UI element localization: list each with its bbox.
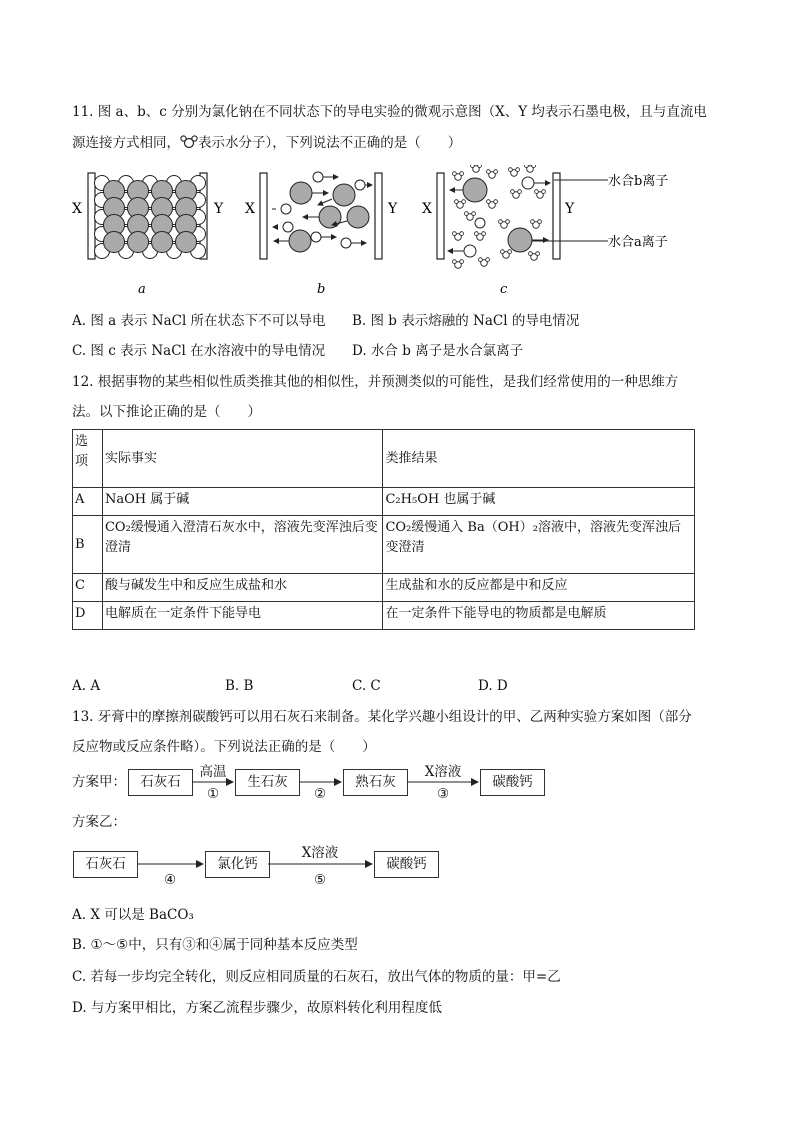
- panel-c-label: c: [500, 282, 508, 297]
- row-a-option: A: [73, 488, 103, 516]
- panel-a-label: a: [138, 282, 146, 297]
- plan-jia-label: 方案甲：: [72, 774, 126, 790]
- jia-step-2: ②: [313, 786, 327, 802]
- jia-condition-1: 高温: [199, 764, 227, 780]
- q11-option-c[interactable]: C. 图 c 表示 NaCl 在水溶液中的导电情况: [72, 343, 326, 359]
- yi-condition-5: X溶液: [301, 845, 339, 861]
- row-a-result: C₂H₅OH 也属于碱: [383, 488, 695, 516]
- q12-option-a[interactable]: A. A: [72, 678, 101, 694]
- header-fact: 实际事实: [102, 430, 383, 488]
- jia-box-slaked-lime: 熟石灰: [343, 769, 408, 796]
- q13-option-c[interactable]: C. 若每一步均完全转化，则反应相同质量的石灰石，放出气体的物质的量：甲=乙: [72, 969, 561, 985]
- jia-box-calcium-carbonate: 碳酸钙: [480, 769, 545, 796]
- q12-option-d[interactable]: D. D: [478, 678, 508, 694]
- q13-option-b[interactable]: B. ①～⑤中，只有③和④属于同种基本反应类型: [72, 937, 358, 953]
- row-d-option: D: [73, 602, 103, 630]
- jia-condition-3: X溶液: [424, 764, 462, 780]
- row-c-result: 生成盐和水的反应都是中和反应: [383, 574, 695, 602]
- yi-step-5: ⑤: [313, 872, 327, 888]
- panel-b-label: b: [317, 282, 326, 297]
- q12-stem-line1: 12. 根据事物的某些相似性质类推其他的相似性，并预测类似的可能性，是我们经常使用的一种思维方: [72, 374, 679, 390]
- q13-stem-line2: 反应物或反应条件略）。下列说法正确的是（ ）: [72, 739, 376, 755]
- q13-option-a[interactable]: A. X 可以是 BaCO₃: [72, 907, 194, 923]
- panel-a-x-label: X: [72, 201, 82, 217]
- header-result: 类推结果: [383, 430, 695, 488]
- row-c-fact: 酸与碱发生中和反应生成盐和水: [102, 574, 383, 602]
- q11-option-d[interactable]: D. 水合 b 离子是水合氯离子: [352, 343, 524, 359]
- row-b-fact: CO₂缓慢通入澄清石灰水中，溶液先变浑浊后变澄清: [102, 516, 383, 574]
- row-a-fact: NaOH 属于碱: [102, 488, 383, 516]
- panel-a-y-label: Y: [214, 201, 224, 217]
- q11-stem-line1: 11. 图 a、b、c 分别为氯化钠在不同状态下的导电实验的微观示意图（X、Y 均表示石墨电极，且与直流电: [72, 104, 707, 120]
- q11-stem-line2-post: 表示水分子），下列说法不正确的是（ ）: [198, 135, 462, 151]
- jia-step-1: ①: [206, 786, 220, 802]
- panel-b-y-label: Y: [388, 201, 398, 217]
- yi-step-4: ④: [163, 872, 177, 888]
- hydrated-a-label: 水合a离子: [608, 235, 668, 250]
- row-b-option: B: [73, 516, 103, 574]
- row-c-option: C: [73, 574, 103, 602]
- q11-option-b[interactable]: B. 图 b 表示熔融的 NaCl 的导电情况: [352, 313, 580, 329]
- header-option: 选项: [73, 430, 103, 488]
- panel-c-x-label: X: [422, 201, 432, 217]
- panel-b-x-label: X: [245, 201, 255, 217]
- plan-yi-label: 方案乙：: [72, 814, 126, 830]
- q11-stem-line2-pre: 源连接方式相同，: [72, 135, 180, 151]
- hydrated-b-label: 水合b离子: [608, 174, 669, 189]
- jia-step-3: ③: [436, 786, 450, 802]
- q13-stem-line1: 13. 牙膏中的摩擦剂碳酸钙可以用石灰石来制备。某化学兴趣小组设计的甲、乙两种实验方案如图（部分: [72, 709, 692, 725]
- row-d-result: 在一定条件下能导电的物质都是电解质: [383, 602, 695, 630]
- q12-option-c[interactable]: C. C: [352, 678, 381, 694]
- q12-option-b[interactable]: B. B: [225, 678, 254, 694]
- row-d-fact: 电解质在一定条件下能导电: [102, 602, 383, 630]
- panel-c-y-label: Y: [565, 201, 575, 217]
- q11-option-a[interactable]: A. 图 a 表示 NaCl 所在状态下不可以导电: [72, 313, 326, 329]
- q13-option-d[interactable]: D. 与方案甲相比，方案乙流程步骤少，故原料转化利用程度低: [72, 1000, 442, 1016]
- row-b-result: CO₂缓慢通入 Ba（OH）₂溶液中，溶液先变浑浊后变澄清: [383, 516, 695, 574]
- yi-box-calcium-chloride: 氯化钙: [205, 851, 270, 878]
- yi-box-limestone: 石灰石: [73, 851, 138, 878]
- yi-box-calcium-carbonate: 碳酸钙: [374, 851, 439, 878]
- jia-box-limestone: 石灰石: [128, 769, 193, 796]
- q12-stem-line2: 法。以下推论正确的是（ ）: [72, 404, 261, 420]
- jia-box-quicklime: 生石灰: [235, 769, 300, 796]
